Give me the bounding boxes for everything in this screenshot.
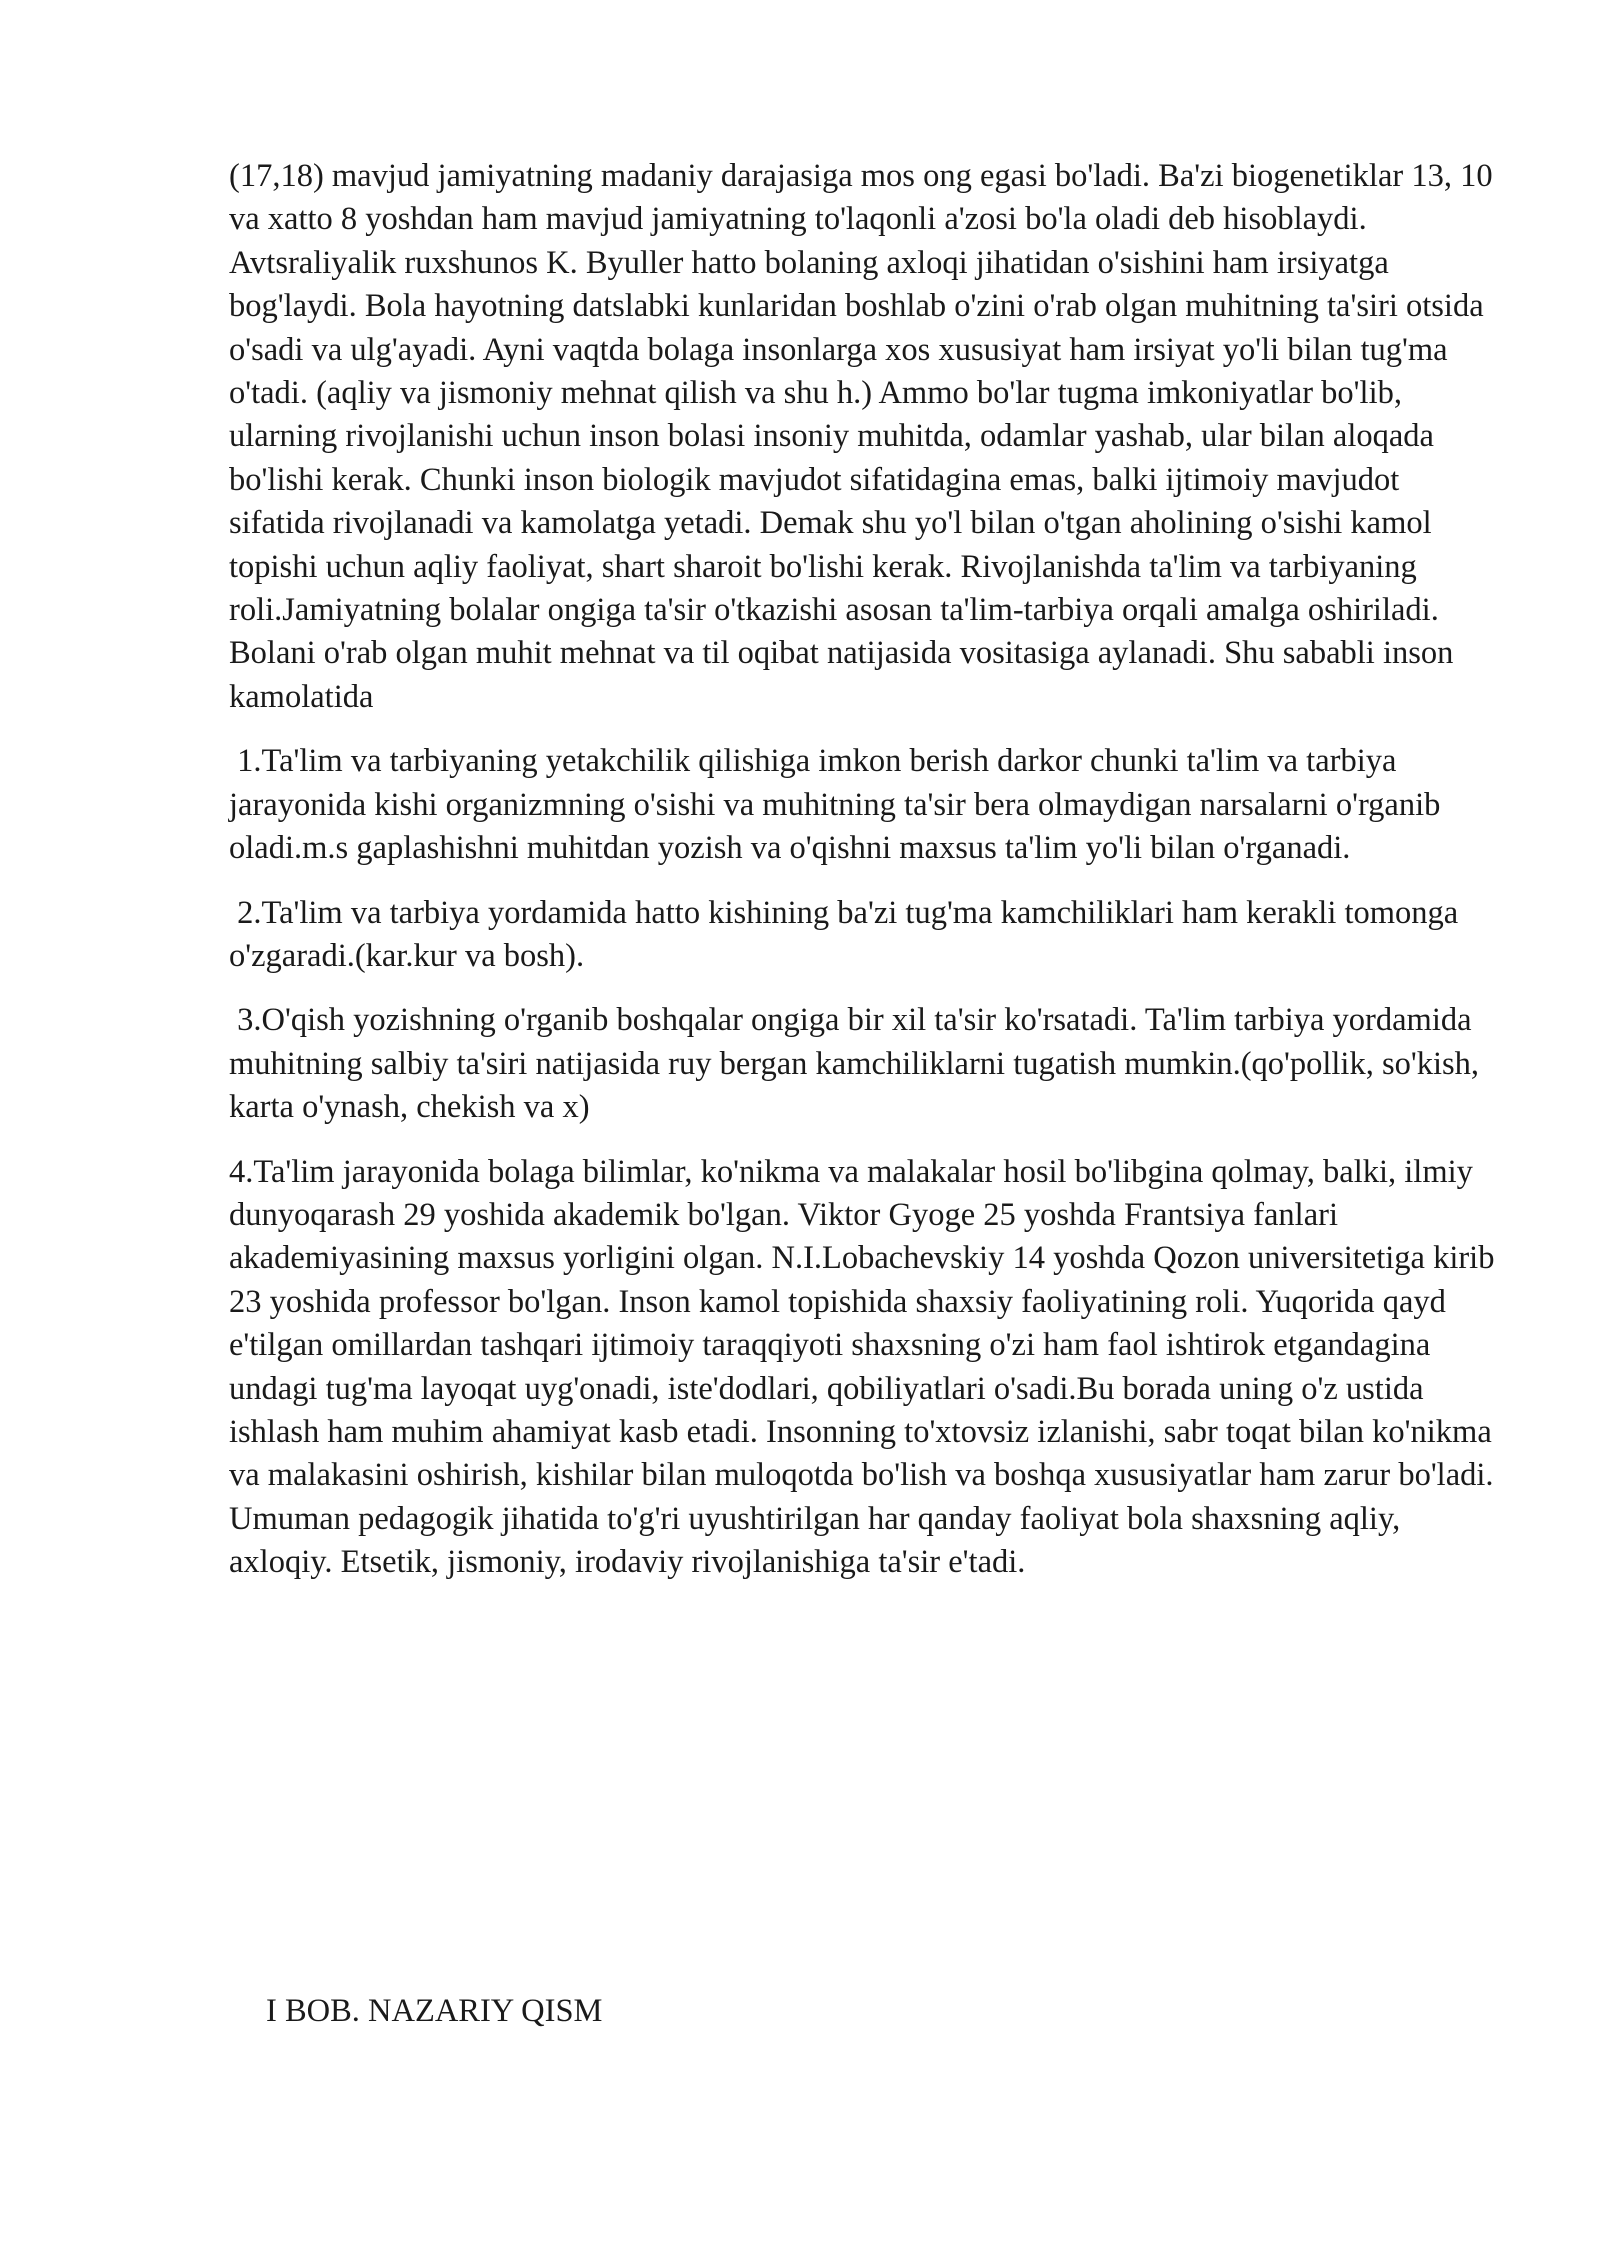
paragraph-point-4: 4.Ta'lim jarayonida bolaga bilimlar, ko'nikma va malakalar hosil bo'libgina qolmay, balki, ilmiy dunyoqarash 29 yoshida akademik bo'lgan. Viktor Gyoge 25 yoshda Frantsiya fanlari akademiyasining maxsus yorligini olgan. N.I.Lobachevskiy 14 yoshda Qozon universitetiga kirib 23 yoshida professor bo'lgan. Inson kamol topishida shaxsiy faoliyatining roli. Yuqorida qayd e'tilgan omillardan tashqari ijtimoiy taraqqiyoti shaxsning o'zi ham faol ishtirok etgandagina undagi tug'ma layoqat uyg'onadi, iste'dodlari, qobiliyatlari o'sadi.Bu borada uning o'z ustida ishlash ham muhim ahamiyat kasb etadi. Insonning to'xtovsiz izlanishi, sabr toqat bilan ko'nikma va malakasini oshirish, kishilar bilan muloqotda bo'lish va boshqa xususiyatlar ham zarur bo'ladi. Umuman pedagogik jihatida to'g'ri uyushtirilgan har qanday faoliyat bola shaxsning aqliy, axloqiy. Etsetik, jismoniy, irodaviy rivojlanishiga ta'sir e'tadi. — [229, 1153, 1503, 1581]
paragraph-point-2: 2.Ta'lim va tarbiya yordamida hatto kishining ba'zi tug'ma kamchiliklari ham kerakli tomonga o'zgaradi.(kar.kur va bosh). — [229, 894, 1467, 974]
chapter-heading: I BOB. NAZARIY QISM — [266, 1993, 603, 2029]
document-body — [229, 155, 1503, 1606]
paragraph-intro: (17,18) mavjud jamiyatning madaniy darajasiga mos ong egasi bo'ladi. Ba'zi biogenetiklar 13, 10 va xatto 8 yoshdan ham mavjud jamiyatning to'laqonli a'zosi bo'la oladi deb hisoblaydi. Avtsraliyalik ruxshunos K. Byuller hatto bolaning axloqi jihatidan o'sishini ham irsiyatga bog'laydi. Bola hayotning datslabki kunlaridan boshlab o'zini o'rab olgan muhitning ta'siri otsida o'sadi va ulg'ayadi. Ayni vaqtda bolaga insonlarga xos xususiyat ham irsiyat yo'li bilan tug'ma o'tadi. (aqliy va jismoniy mehnat qilish va shu h.) Ammo bo'lar tugma imkoniyatlar bo'lib, ularning rivojlanishi uchun inson bolasi insoniy muhitda, odamlar yashab, ular bilan aloqada bo'lishi kerak. Chunki inson biologik mavjudot sifatidagina emas, balki ijtimoiy mavjudot sifatida rivojlanadi va kamolatga yetadi. Demak shu yo'l bilan o'tgan aholining o'sishi kamol topishi uchun aqliy faoliyat, shart sharoit bo'lishi kerak. Rivojlanishda ta'lim va tarbiyaning roli.Jamiyatning bolalar ongiga ta'sir o'tkazishi asosan ta'lim-tarbiya orqali amalga oshiriladi. Bolani o'rab olgan muhit mehnat va til oqibat natijasida vositasiga aylanadi. Shu sababli inson kamolatida — [229, 158, 1501, 715]
paragraph-point-1: 1.Ta'lim va tarbiyaning yetakchilik qilishiga imkon berish darkor chunki ta'lim va tarbiya jarayonida kishi organizmning o'sishi va muhitning ta'sir bera olmaydigan narsalarni o'rganib oladi.m.s gaplashishni muhitdan yozish va o'qishni maxsus ta'lim yo'li bilan o'rganadi. — [229, 743, 1449, 867]
paragraph-point-3: 3.O'qish yozishning o'rganib boshqalar ongiga bir xil ta'sir ko'rsatadi. Ta'lim tarbiya yordamida muhitning salbiy ta'siri natijasida ruy bergan kamchiliklarni tugatish mumkin.(qo'pollik, so'kish, karta o'ynash, chekish va x) — [229, 1002, 1488, 1126]
